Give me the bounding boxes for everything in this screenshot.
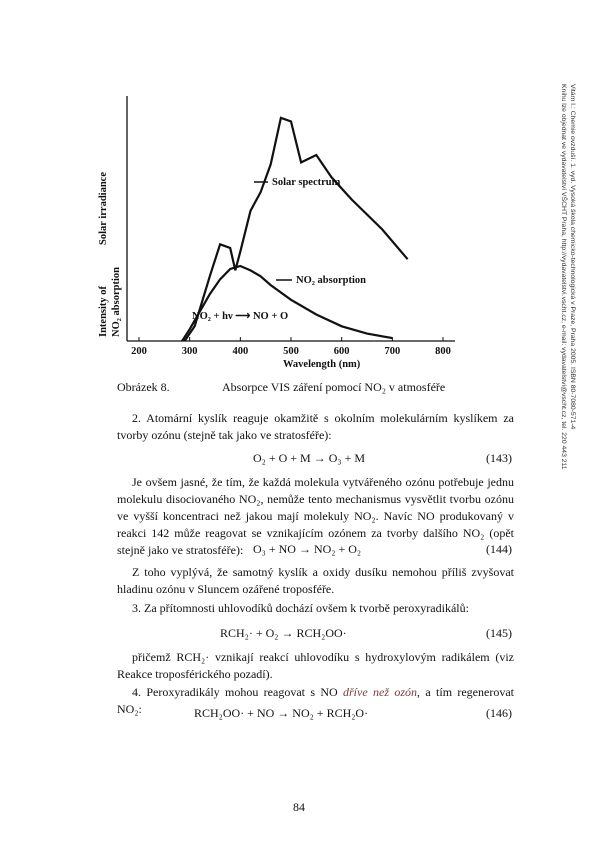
x-tick-label: 700 — [384, 346, 401, 357]
publisher-sidenote — [562, 84, 576, 604]
solar-spectrum-label: Solar spectrum — [272, 177, 341, 188]
sidenote-line-2: Knihu lze objednat ve vydavatelství VŠCHT Praha, http://vydavatelstvi.vscht.cz, e-mail: vydavatelstvi@vscht.cz, tel. 220 443 211 — [560, 84, 568, 470]
paragraph-conclusion: Z toho vyplývá, že samotný kyslík a oxidy dusíku nemohou příliš zvyšovat hladinu ozónu v Sluncem ozářené troposféře. — [117, 565, 514, 596]
caption-text: Absorpce VIS záření pomocí NO₂ v atmosféře — [222, 380, 446, 394]
solar-spectrum-curve — [185, 118, 408, 341]
paragraph-no2-limit: Je ovšem jasné, že tím, že každá molekula vytvářeného ozónu potřebuje jednu molekulu disociovaného NO₂, nemůže tento mechanismus vysvětlit tvorbu ozónu ve vyšší koncentraci než jakou mají molekuly NO₂. Navíc NO produkovaný v reakci 142 může reagovat se vznikajícím ozónem za tvorby dalšího NO₂ (opět stejně jako ve stratosféře): — [117, 475, 514, 557]
equation-144: O₃ + NO → NO₂ + O₂ — [253, 542, 362, 556]
x-tick-label: 600 — [333, 346, 350, 357]
equation-145: RCH₂· + O₂ → RCH₂OO· — [220, 626, 347, 640]
equation-number-144: (144) — [486, 542, 512, 556]
y-label-solar: Solar irradiance — [98, 171, 109, 245]
p6-text-start: 4. Peroxyradikály mohou reagovat s NO — [132, 685, 343, 699]
caption-label: Obrázek 8. — [117, 380, 170, 394]
x-tick-label: 400 — [232, 346, 249, 357]
equation-number-145: (145) — [486, 626, 512, 640]
x-tick-label: 500 — [283, 346, 299, 357]
equation-number-143: (143) — [486, 451, 512, 465]
x-tick-label: 200 — [131, 346, 147, 357]
y-label-no2-line1: Intensity of — [98, 285, 109, 337]
x-tick-label: 800 — [435, 346, 451, 357]
equation-143: O₂ + O + M → O₃ + M — [253, 451, 366, 465]
paragraph-peroxyradicals: 3. Za přítomnosti uhlovodíků dochází ovšem k tvorbě peroxyradikálů: — [132, 601, 469, 615]
x-ticks — [131, 337, 451, 357]
p6-emphasis: dříve než ozón — [343, 685, 418, 699]
figure-caption — [117, 380, 445, 395]
paragraph-rch2-origin: přičemž RCH₂· vznikají reakcí uhlovodíku s hydroxylovým radikálem (viz Reakce troposférického pozadí). — [117, 650, 514, 681]
x-tick-label: 300 — [181, 346, 198, 357]
p6-text-end: , a tím regenerovat NO₂: — [117, 685, 514, 716]
y-label-no2-line2: NO₂ absorption — [111, 267, 122, 337]
photolysis-reaction: NO₂ + hν ⟶ NO + O — [192, 311, 289, 322]
solar-no2-figure — [0, 0, 560, 380]
equation-number-146: (146) — [486, 706, 512, 720]
equation-146: RCH₂OO· + NO → NO₂ + RCH₂O· — [194, 706, 369, 720]
x-axis-label: Wavelength (nm) — [283, 359, 361, 370]
sidenote-line-1: Vitám I.: Chemie ovzduší. 1. vyd. Vysoká škola chemicko-technologická v Praze, Praha 2005. ISBN 80-7080-571-4 — [569, 84, 576, 430]
paragraph-atomic-oxygen: 2. Atomární kyslík reaguje okamžitě s okolním molekulárním kyslíkem za tvorby ozónu (stejně tak jako ve stratosféře): — [117, 411, 514, 442]
no2-absorption-label: NO₂ absorption — [296, 275, 366, 286]
page-number: 84 — [293, 800, 305, 814]
